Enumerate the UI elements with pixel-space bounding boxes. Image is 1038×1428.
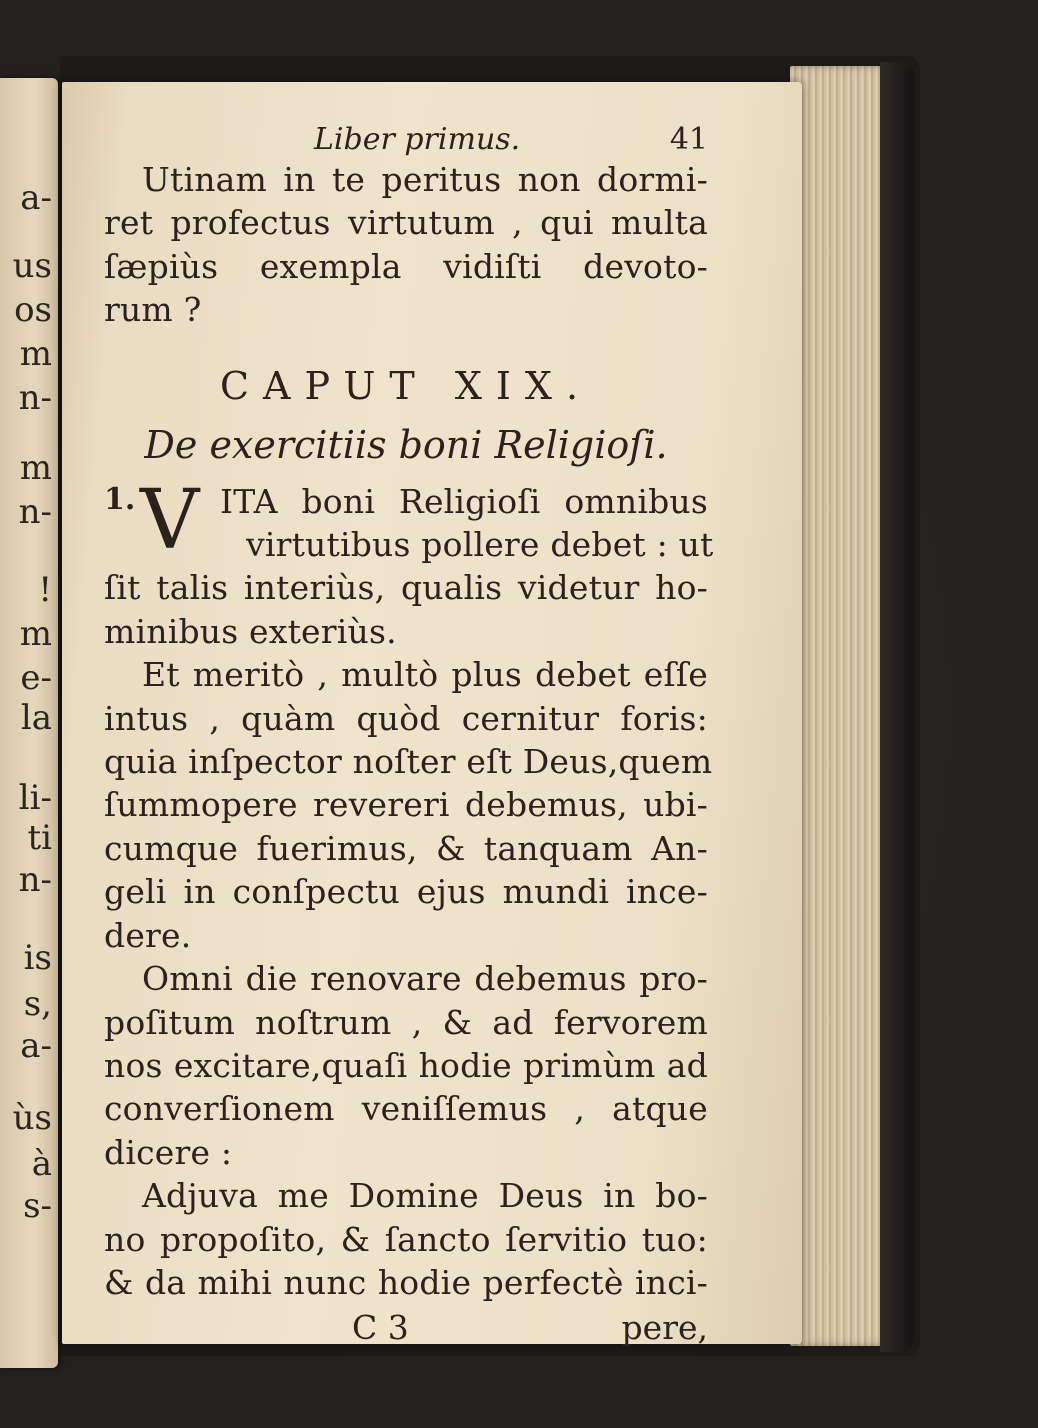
paragraph-2 bbox=[104, 653, 713, 957]
drop-cap: V bbox=[140, 472, 200, 568]
paragraph-4 bbox=[104, 1174, 708, 1304]
left-fragment: a- bbox=[20, 178, 52, 218]
left-fragment: us bbox=[12, 246, 52, 286]
left-fragment: n- bbox=[18, 492, 52, 532]
text-line: geli in conſpectu ejus mundi ince- bbox=[104, 872, 708, 912]
text-line: ret profectus virtutum , qui multa bbox=[104, 203, 708, 243]
text-line: ſæpiùs exempla vidiſti devoto- bbox=[104, 246, 708, 286]
page-number: 41 bbox=[669, 122, 708, 157]
cover-edge bbox=[880, 62, 914, 1352]
text-line: no propoſito, & ſancto ſervitio tuo: bbox=[104, 1219, 708, 1259]
text-line: minibus exteriùs. bbox=[104, 611, 397, 651]
left-fragment: ti bbox=[27, 818, 52, 858]
paragraph-3 bbox=[104, 957, 708, 1174]
text-line: virtutibus pollere debet : ut bbox=[246, 525, 714, 565]
left-fragment: m bbox=[19, 334, 52, 374]
left-fragment: n- bbox=[18, 860, 52, 900]
page-footer bbox=[104, 1308, 708, 1352]
text-line: poſitum noſtrum , & ad fervorem bbox=[104, 1002, 708, 1042]
text-line: Adjuva me Domine Deus in bo- bbox=[142, 1176, 708, 1216]
page-text bbox=[104, 122, 714, 1352]
text-line: intus , quàm quòd cernitur foris: bbox=[104, 698, 708, 738]
catchword: pere, bbox=[621, 1308, 708, 1348]
text-line: & da mihi nunc hodie perfectè inci- bbox=[104, 1262, 708, 1302]
signature-mark: C 3 bbox=[352, 1308, 409, 1348]
left-fragment: is bbox=[23, 938, 52, 978]
text-line: dere. bbox=[104, 915, 192, 955]
opening-paragraph bbox=[104, 158, 708, 332]
chapter-title: CAPUT XIX. bbox=[219, 363, 593, 408]
left-fragment: e- bbox=[20, 658, 52, 698]
text-line: rum ? bbox=[104, 290, 202, 330]
text-line: cumque fuerimus, & tanquam An- bbox=[104, 828, 708, 868]
paragraph-1 bbox=[104, 472, 714, 654]
left-fragment: ùs bbox=[12, 1098, 52, 1138]
text-line: ſummopere revereri debemus, ubi- bbox=[104, 785, 708, 825]
left-fragment: ! bbox=[38, 570, 52, 610]
page-header bbox=[104, 122, 708, 158]
left-fragment: n- bbox=[18, 378, 52, 418]
text-line: Utinam in te peritus non dormi- bbox=[142, 160, 708, 199]
running-title: Liber primus. bbox=[314, 122, 521, 157]
text-line: Omni die renovare debemus pro- bbox=[142, 959, 708, 999]
left-fragment: os bbox=[14, 290, 52, 330]
text-line: quia inſpector noſter eſt Deus,quem bbox=[104, 742, 713, 782]
left-fragment: m bbox=[19, 448, 52, 488]
text-line: Et meritò , multò plus debet eſſe bbox=[142, 655, 708, 695]
left-fragment: li- bbox=[18, 778, 52, 818]
text-line: nos excitare,quaſi hodie primùm ad bbox=[104, 1045, 708, 1085]
text-line: dicere : bbox=[104, 1132, 233, 1172]
left-fragment: à bbox=[31, 1144, 52, 1184]
left-fragment: la bbox=[20, 698, 52, 738]
left-fragment: s- bbox=[23, 1186, 52, 1226]
text-line: ſit talis interiùs, qualis videtur ho- bbox=[104, 568, 708, 608]
text-line: ITA boni Religioſi omnibus bbox=[220, 481, 708, 521]
right-page bbox=[62, 82, 802, 1348]
left-fragment: s, bbox=[23, 984, 52, 1024]
text-line: converſionem veniſſemus , atque bbox=[104, 1089, 708, 1129]
chapter-subtitle: De exercitiis boni Religioſi. bbox=[144, 422, 668, 467]
left-page-sliver bbox=[0, 78, 58, 1368]
verse-number: 1. bbox=[104, 481, 136, 517]
left-fragment: a- bbox=[20, 1026, 52, 1066]
left-fragment: m bbox=[19, 614, 52, 654]
